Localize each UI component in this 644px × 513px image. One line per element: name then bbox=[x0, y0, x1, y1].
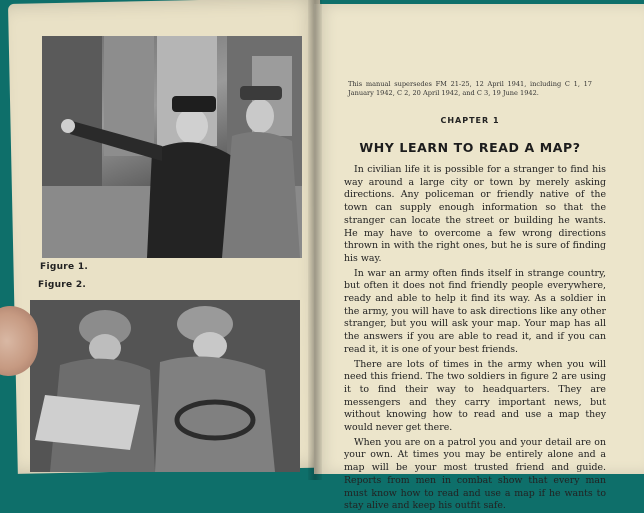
paragraph: When you are on a patrol you and your detail are on your own. At times you may be entirely alone and a map will be your most trusted friend and guide. Reports from men in combat show that every man must know how to read and use a map if he wants to stay alive and keep his outfit safe. bbox=[344, 436, 606, 512]
figure-2-photo bbox=[30, 300, 300, 472]
figure-1-label: Figure 1. bbox=[40, 262, 89, 272]
paragraph: There are lots of times in the army when you will need this friend. The two soldiers in figure 2 are using it to find their way to headquarters. They are messengers and they carry important news, but without knowing how to read and use a map they would never get there. bbox=[344, 358, 606, 434]
chapter-body bbox=[344, 164, 606, 512]
figure-2-label: Figure 2. bbox=[38, 280, 87, 290]
supersedes-notice: This manual supersedes FM 21-25, 12 April 1941, including C 1, 17 January 1942, C 2, 20 April 1942, and C 3, 19 June 1942. bbox=[348, 80, 592, 97]
figure-1-photo bbox=[42, 36, 302, 258]
paragraph: In civilian life it is possible for a stranger to find his way around a large city or town by merely asking directions. Any policeman or friendly native of the town can supply enough information so that the stranger can locate the street or building he wants. He may have to overcome a few wrong directions thrown in with the right ones, but he is sure of finding his way. bbox=[344, 164, 606, 264]
chapter-title: WHY LEARN TO READ A MAP? bbox=[359, 140, 581, 155]
paragraph: In war an army often finds itself in strange country, but often it does not find friendly people everywhere, ready and able to help it find its way. As a soldier in the army, you will have to ask directions like any other stranger, but you will ask your map. Your map has all the answers if you are able to read it, and if you can read it, it is one of your best friends. bbox=[344, 267, 606, 355]
book-gutter bbox=[308, 0, 322, 480]
chapter-heading: CHAPTER 1 bbox=[440, 116, 500, 125]
